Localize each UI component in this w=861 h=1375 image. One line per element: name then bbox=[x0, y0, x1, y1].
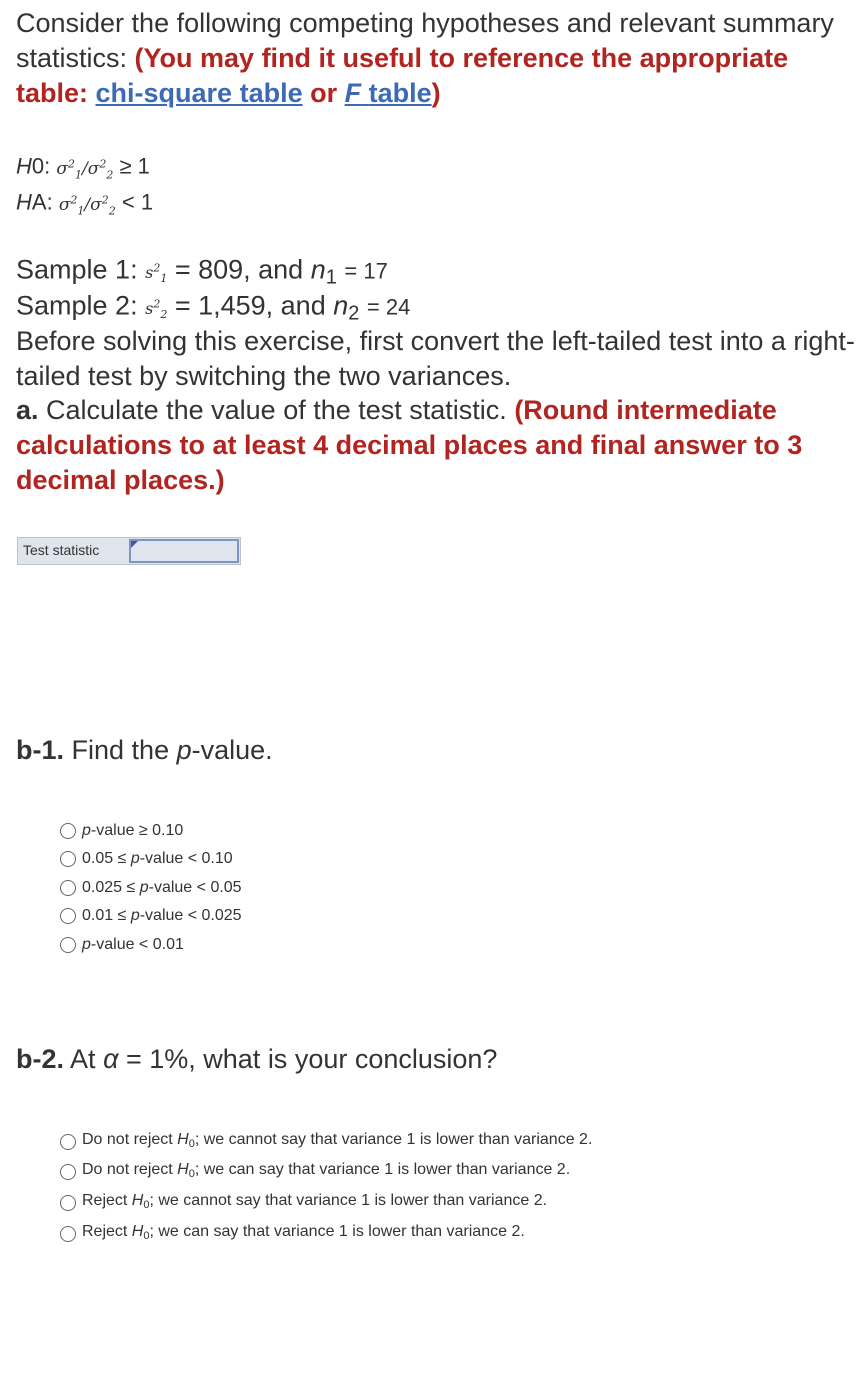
pvalue-option-label: 0.025 ≤ p-value < 0.05 bbox=[82, 879, 242, 896]
pvalue-option-label: 0.01 ≤ p-value < 0.025 bbox=[82, 907, 242, 924]
part-a-question: a. Calculate the value of the test statistic. (Round intermediate calculations to at least 4 decimal places and final answer to 3 decimal places.) bbox=[16, 395, 803, 495]
pvalue-option-label: p-value < 0.01 bbox=[82, 936, 184, 953]
radio-button[interactable] bbox=[60, 851, 76, 867]
pvalue-option-label: 0.05 ≤ p-value < 0.10 bbox=[82, 850, 233, 867]
test-statistic-row bbox=[17, 537, 241, 565]
conclusion-option-label: Do not reject H0; we cannot say that variance 1 is lower than variance 2. bbox=[82, 1131, 593, 1150]
radio-button[interactable] bbox=[60, 1164, 76, 1180]
table-reference-note: (You may find it useful to reference the appropriate table: chi-square table or F table) bbox=[16, 43, 789, 108]
pvalue-option-5[interactable] bbox=[60, 935, 184, 955]
radio-button[interactable] bbox=[60, 1195, 76, 1211]
test-statistic-input[interactable] bbox=[129, 539, 239, 563]
f-table-link[interactable]: F table bbox=[344, 78, 432, 108]
intro-paragraph bbox=[16, 6, 846, 111]
radio-button[interactable] bbox=[60, 1226, 76, 1242]
pvalue-option-1[interactable] bbox=[60, 821, 183, 841]
conclusion-option-4[interactable] bbox=[60, 1222, 525, 1246]
conclusion-option-label: Reject H0; we can say that variance 1 is lower than variance 2. bbox=[82, 1223, 525, 1242]
input-corner-marker bbox=[131, 541, 138, 548]
alternative-hypothesis: HA: $\sigma^2_1/\sigma^2_2 < 1$ bbox=[16, 189, 154, 218]
sample-1-stats: Sample 1: $s^2_1 = 809$, and n1 = 17 bbox=[16, 254, 388, 289]
sample-2-stats: Sample 2: $s^2_2 = 1,459$, and n2 = 24 bbox=[16, 290, 411, 325]
test-statistic-label: Test statistic bbox=[23, 542, 100, 558]
conclusion-option-label: Do not reject H0; we can say that variance 1 is lower than variance 2. bbox=[82, 1161, 571, 1180]
part-b2-question: b-2. At α = 1%, what is your conclusion? bbox=[16, 1044, 498, 1074]
radio-button[interactable] bbox=[60, 880, 76, 896]
conclusion-option-label: Reject H0; we cannot say that variance 1 is lower than variance 2. bbox=[82, 1192, 548, 1211]
pvalue-option-label: p-value ≥ 0.10 bbox=[82, 822, 184, 839]
pvalue-option-3[interactable] bbox=[60, 878, 242, 898]
instruction-text: Before solving this exercise, first convert the left-tailed test into a right-tailed test by switching the two variances. bbox=[16, 326, 855, 391]
radio-button[interactable] bbox=[60, 1134, 76, 1150]
conclusion-option-2[interactable] bbox=[60, 1160, 570, 1184]
intro-text: Consider the following competing hypotheses and relevant summary statistics: bbox=[16, 8, 834, 73]
pvalue-option-2[interactable] bbox=[60, 849, 233, 869]
radio-button[interactable] bbox=[60, 937, 76, 953]
null-hypothesis: H0: $\sigma^2_1/\sigma^2_2 \ge 1$ bbox=[16, 153, 150, 182]
conclusion-option-1[interactable] bbox=[60, 1130, 592, 1154]
chi-square-table-link[interactable]: chi-square table bbox=[95, 78, 303, 108]
radio-button[interactable] bbox=[60, 908, 76, 924]
pvalue-option-4[interactable] bbox=[60, 906, 242, 926]
conclusion-option-3[interactable] bbox=[60, 1191, 547, 1215]
part-b1-question: b-1. Find the p-value. bbox=[16, 735, 273, 765]
radio-button[interactable] bbox=[60, 823, 76, 839]
